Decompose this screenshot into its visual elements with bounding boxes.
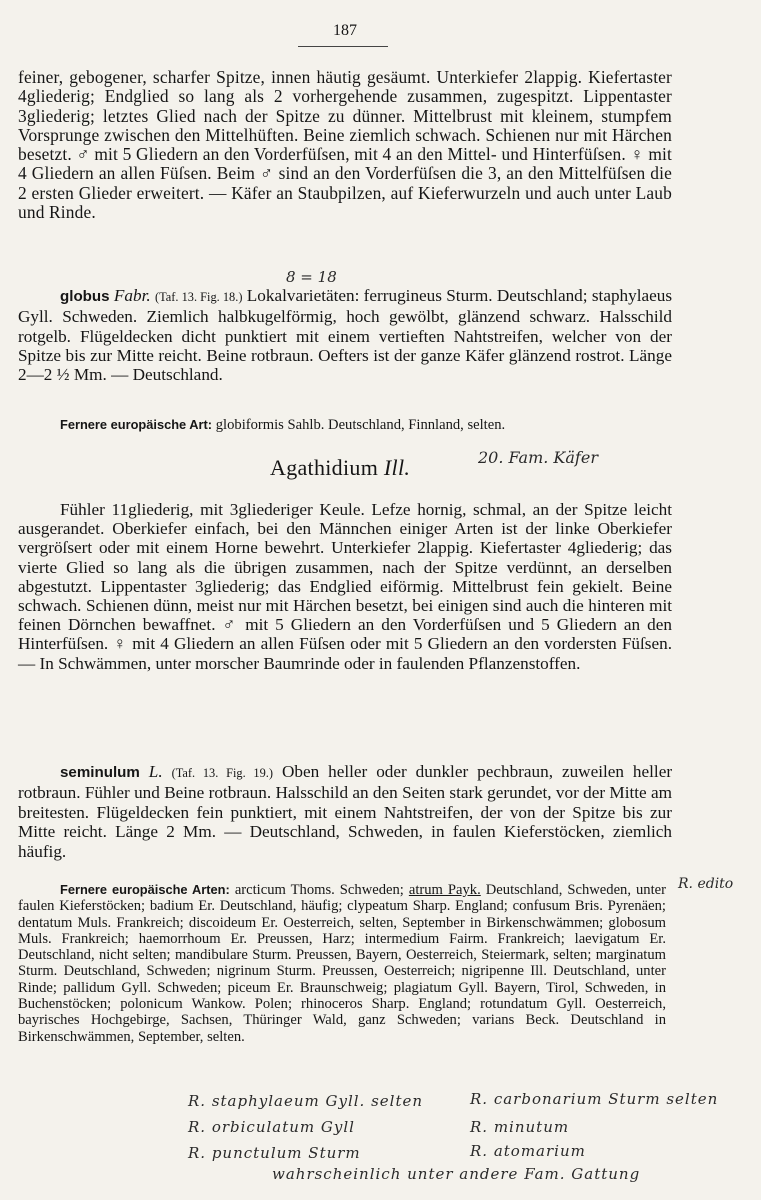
handwritten-footer-note: wahrscheinlich unter andere Fam. Gattung [272, 1165, 641, 1183]
species-name: globus [60, 288, 110, 305]
species-entry-globus [18, 286, 672, 384]
handwritten-figure-note: 8 = 18 [286, 268, 337, 286]
further-species-label: Fernere europäische Arten: [60, 882, 230, 897]
paragraph-genus-description-continued [18, 68, 672, 222]
species-name: seminulum [60, 764, 140, 781]
genus-author: Ill. [383, 455, 411, 480]
species-description: Lokalvarietäten: ferrugineus Sturm. Deutschland; staphylaeus Gyll. Schweden. Ziemlich halbkugelförmig, hoch gewölbt, glänzend schwarz. Halsschild rotgelb. Flügeldecken dicht punktiert mit einem vertieften Nahtstreifen, welcher von der Spitze bis zur Mitte reicht. Beine rotbraun. Oefters ist der ganze Käfer glänzend rostrot. Länge 2—2 ½ Mm. — Deutschland. [18, 286, 673, 385]
further-species-label: Fernere europäische Art: [60, 417, 213, 432]
page-number: 187 [333, 22, 357, 39]
handwritten-species-note: R. atomarium [470, 1142, 586, 1160]
species-entry-seminulum [18, 762, 672, 861]
handwritten-margin-note: R. edito [678, 876, 734, 892]
species-author: L. [148, 762, 163, 781]
underlined-species: atrum Payk. [408, 882, 481, 898]
handwritten-species-note: R. carbonarium Sturm selten [470, 1090, 719, 1108]
figure-reference: (Taf. 13. Fig. 18.) [154, 290, 243, 304]
further-species-single [18, 416, 672, 434]
further-species-text: globiformis Sahlb. Deutschland, Finnland, selten. [215, 417, 506, 433]
further-species-list [18, 882, 666, 1045]
species-paragraph [18, 286, 672, 384]
species-description: Oben heller oder dunkler pechbraun, zuweilen heller rotbraun. Fühler und Beine rotbraun. Halsschild an den Seiten stark gerundet, vor der Mitte am breitesten. Flügeldecken fein punktiert, mit einem Nahtstreifen, der von der Spitze bis zur Mitte reicht. Länge 2 Mm. — Deutschland, Schweden, in faulen Kieferstöcken, ziemlich häufig. [18, 762, 673, 861]
genus-description-agathidium [18, 500, 672, 673]
handwritten-family-note: 20. Fam. Käfer [478, 448, 598, 467]
further-species-paragraph [18, 416, 672, 434]
further-species-text-rest: Deutschland, Schweden, unter faulen Kieferstöcken; badium Er. Deutschland, häufig; clypeatum Sharp. England; confusum Bris. Pyrenäen; dentatum Muls. Frankreich; discoideum Er. Oesterreich, selten, September in Birkenschwämmen; globosum Muls. Frankreich; haemorrhoum Er. Preussen, Harz; intermedium Fairm. Frankreich; laevigatum Er. Deutschland, nicht selten; mandibulare Sturm. Preussen, Bayern, Oesterreich, Steiermark, selten; marginatum Sturm. Deutschland, Schweden; nigrinum Sturm. Preussen, Oesterreich; nigripenne Ill. Deutschland, unter Rinde; pallidum Gyll. Schweden; piceum Er. Braunschweig; plagiatum Gyll. Bayern, Tirol, Schweden, in Buchenstöcken; polonicum Wankow. Polen; rhinoceros Sharp. England; rotundatum Gyll. Oesterreich, bayrisches Hochgebirge, Sachsen, Thüringer Wald, ganz Schweden; varians Beck. Deutschland in Birkenschwämmen, September, selten. [18, 882, 666, 1045]
figure-reference: (Taf. 13. Fig. 19.) [171, 766, 274, 780]
handwritten-species-note: R. punctulum Sturm [188, 1144, 361, 1162]
further-species-text-start: arcticum Thoms. Schweden; [234, 882, 409, 898]
genus-name: Agathidium [270, 455, 379, 480]
handwritten-species-note: R. orbiculatum Gyll [188, 1118, 355, 1136]
header-rule [298, 46, 388, 47]
handwritten-species-note: R. minutum [470, 1118, 570, 1136]
species-author: Fabr. [113, 286, 151, 305]
genus-description-text: Fühler 11gliederig, mit 3gliederiger Keule. Lefze hornig, schmal, an der Spitze leicht ausgerandet. Oberkiefer einfach, bei den Männchen einiger Arten ist der linke Oberkiefer vergröſsert oder mit einem Horne bewehrt. Unterkiefer 2lappig. Kiefertaster 4gliederig; das vierte Glied so lang als die übrigen zusammen, nach der Spitze verdünnt, an derselben abgestutzt. Lippentaster 3gliederig; das Endglied eiförmig. Mittelbrust fein gekielt. Beine schwach. Schienen dünn, meist nur mit Härchen besetzt, bei einigen sind auch die hinteren mit feinen Dörnchen bewaffnet. ♂ mit 5 Gliedern an den Vorderfüſsen und 5 Gliedern an den Hinterfüſsen. ♀ mit 4 Gliedern an allen Füſsen oder mit 5 Gliedern an den vordersten Füſsen. — In Schwämmen, unter morscher Baumrinde oder in faulenden Pflanzenstoffen. [18, 500, 672, 673]
genus-heading [270, 455, 410, 481]
paragraph-text: feiner, gebogener, scharfer Spitze, innen häutig gesäumt. Unterkiefer 2lappig. Kiefertaster 4gliederig; Endglied so lang als 2 vorhergehende zusammen, zugespitzt. Lippentaster 3gliederig; letztes Glied nach der Spitze zu dünner. Mittelbrust mit kleinem, stumpfem Vorsprunge zwischen den Mittelhüften. Beine ziemlich schwach. Schienen nur mit Härchen besetzt. ♂ mit 5 Gliedern an den Vorderfüſsen, mit 4 an den Mittel- und Hinterfüſsen. ♀ mit 4 Gliedern an allen Füſsen. Beim ♂ sind an den Vorderfüſsen die 3, an den Mittelfüſsen die 2 ersten Glieder erweitert. — Käfer an Staubpilzen, auf Kieferwurzeln und auch unter Laub und Rinde. [18, 67, 672, 223]
species-paragraph [18, 762, 672, 861]
handwritten-species-note: R. staphylaeum Gyll. selten [188, 1092, 424, 1110]
further-species-paragraph [18, 882, 666, 1045]
